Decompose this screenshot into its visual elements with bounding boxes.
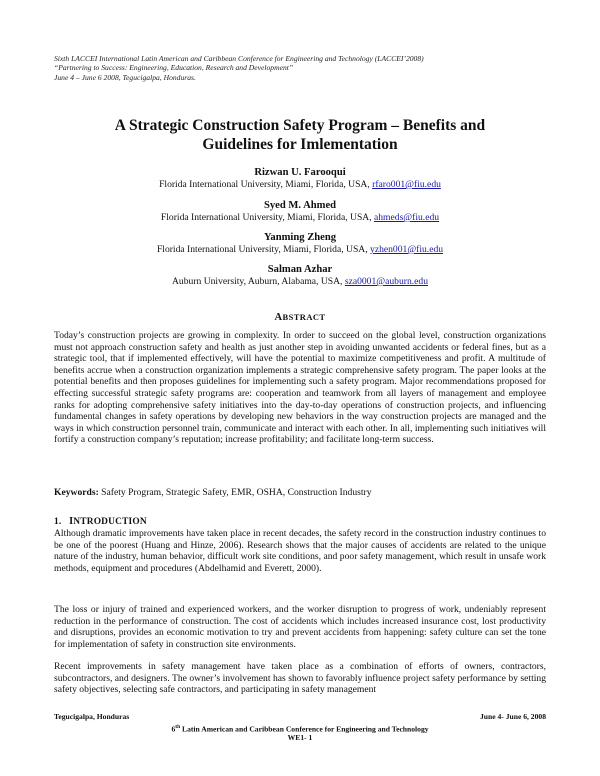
abstract-heading: ABSTRACT [274,312,326,323]
footer-date: June 4- June 6, 2008 [479,712,546,721]
author-block-4 [60,263,540,288]
title-line-1: A Strategic Construction Safety Program – Benefits and [114,117,486,134]
intro-paragraph-3: Recent improvements in safety management have taken place as a combination of efforts of owners, contractors, subcontractors, and designers. The owner’s involvement has shown to favorably influence project safety performance by setting safety objectives, selecting safe contractors, and participating in safety management [54,661,546,696]
keywords-line [54,487,546,498]
author-email-link[interactable]: rfaro001@fiu.edu [372,179,441,190]
author-email-link[interactable]: yzhen001@fiu.edu [370,244,444,255]
footer-location: Tegucigalpa, Honduras [54,712,130,721]
header-line-1: Sixth LACCEI International Latin American and Caribbean Conference for Engineering and Technology (LACCEI’2008) [54,54,424,63]
author-name: Salman Azhar [267,264,333,275]
paper-title [60,116,540,154]
author-name: Yanming Zheng [263,232,337,243]
abstract-text: Today’s construction projects are growing in complexity. In order to succeed on the global level, construction organizations must not approach construction safety and health as just another step in avoiding unwanted accidents or federal fines, but as a strategic tool, that if implemented effectively, will have the potential to maximize competitiveness and profit. A multitude of benefits accrue when a construction organization implements a strategic comprehensive safety program. The paper looks at the potential benefits and then proposes guidelines for implementing such a safety program. Major recommendations proposed for effecting successful strategic safety programs are: cooperation and teamwork from all layers of management and employee ranks for adopting comprehensive safety initiatives into the day-to-day operations of construction projects, and influencing fundamental changes in safety operations by developing new behaviors in the way construction projects are managed and the ways in which construction personnel train, communicate and interact with each other. In all, implementing such initiatives will fortify a construction company’s reputation; increase profitability; and facilitate long-term success. [54,330,546,446]
author-affiliation: Florida International University, Miami, Florida, USA, ahmeds@fiu.edu [160,212,440,223]
author-affiliation: Florida International University, Miami, Florida, USA, rfaro001@fiu.edu [159,179,441,190]
keywords-text: Safety Program, Strategic Safety, EMR, OSHA, Construction Industry [98,487,372,498]
conference-header [54,54,554,82]
intro-paragraph-1: Although dramatic improvements have taken place in recent decades, the safety record in the construction industry continues to be one of the poorest (Huang and Hinze, 2006). Research shows that the major causes of accidents are related to the unique nature of the industry, human behavior, difficult work site conditions, and poor safety management, which result in unsafe work methods, equipment and procedures (Abdelhamid and Everett, 2000). [54,528,546,574]
author-affiliation: Auburn University, Auburn, Alabama, USA, sza0001@auburn.edu [171,276,429,287]
author-block-3 [60,231,540,256]
author-email-link[interactable]: sza0001@auburn.edu [344,276,429,287]
author-block-1 [60,166,540,191]
author-block-2 [60,199,540,224]
intro-paragraph-2: The loss or injury of trained and experienced workers, and the worker disruption to progress of work, undeniably represent reduction in the performance of construction. The cost of accidents which includes increased insurance cost, lost productivity and disruptions, provides an economic motivation to try and prevent accidents from happening: safety culture can set the tone for implementation of safety in construction site environments. [54,604,546,650]
footer-page-number: WE1- 1 [287,733,313,742]
keywords-label: Keywords: [54,487,99,498]
author-email-link[interactable]: ahmeds@fiu.edu [374,212,440,223]
author-name: Rizwan U. Farooqui [254,167,346,178]
title-line-2: Guidelines for Imlementation [202,136,398,153]
header-line-2: “Partnering to Success: Engineering, Education, Research and Development” [54,63,294,73]
section-heading: 1. INTRODUCTION [54,516,147,527]
footer-conference: 6th Latin American and Caribbean Conference for Engineering and Technology [171,724,429,734]
author-name: Syed M. Ahmed [263,200,337,211]
header-line-3: June 4 – June 6 2008, Tegucigalpa, Honduras. [54,72,196,82]
author-affiliation: Florida International University, Miami, Florida, USA, yzhen001@fiu.edu [156,244,444,255]
